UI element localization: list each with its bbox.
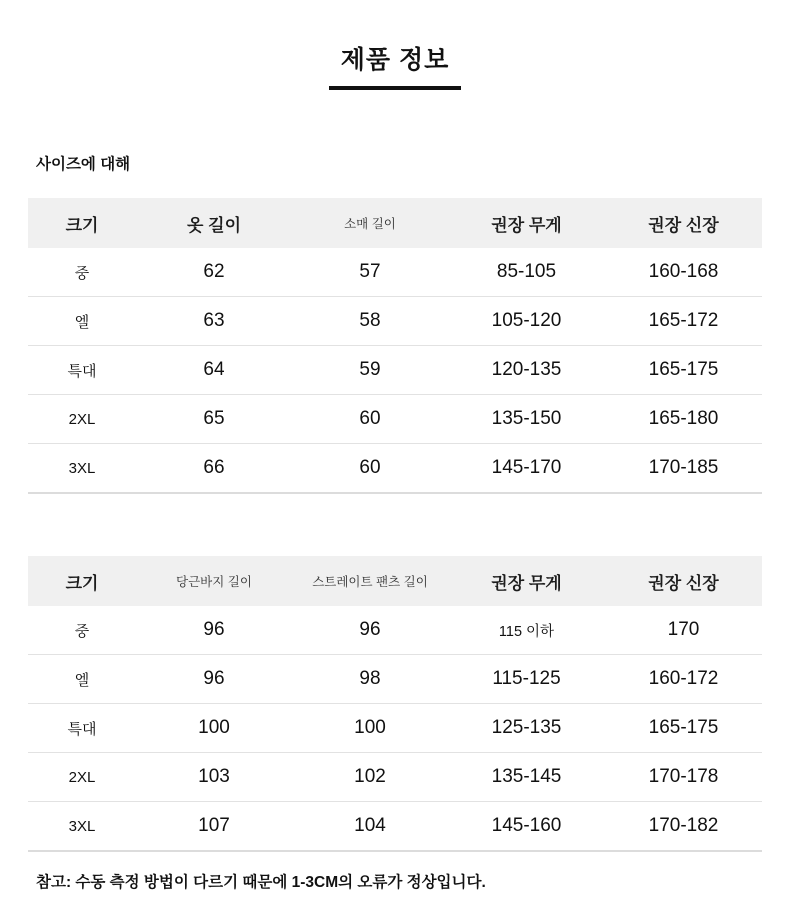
table-cell: 104 [292,802,448,852]
measurement-footnote: 참고: 수동 측정 방법이 다르기 때문에 1-3CM의 오류가 정상입니다. [36,874,486,891]
table-header-cell: 권장 신장 [605,556,762,606]
table-cell: 63 [136,297,292,346]
table-header-cell: 크기 [28,198,136,248]
table-cell-size: 3XL [28,444,136,494]
table-cell: 100 [292,704,448,753]
table-cell: 125-135 [448,704,605,753]
table-cell: 65 [136,395,292,444]
table-row [28,444,762,494]
table-cell: 145-170 [448,444,605,494]
table-header-cell: 권장 무게 [448,556,605,606]
table-row [28,704,762,753]
table-cell: 165-175 [605,346,762,395]
table-header-cell: 스트레이트 팬츠 길이 [292,556,448,606]
table-header-cell: 옷 길이 [136,198,292,248]
table-cell-size: 엘 [28,655,136,704]
table-head [28,556,762,606]
table-header-row [28,198,762,248]
table-header-row [28,556,762,606]
table-cell: 170-182 [605,802,762,852]
table-cell: 160-168 [605,248,762,297]
table-cell-size: 중 [28,606,136,655]
table-cell-size: 3XL [28,802,136,852]
table-cell: 160-172 [605,655,762,704]
page-title-wrapper [0,0,790,90]
table-cell: 105-120 [448,297,605,346]
table-row [28,802,762,852]
table-cell: 100 [136,704,292,753]
table-cell-size: 특대 [28,704,136,753]
table-cell: 64 [136,346,292,395]
size-table-tops-block [28,198,762,494]
table-cell: 102 [292,753,448,802]
table-cell: 98 [292,655,448,704]
table-cell: 60 [292,395,448,444]
table-cell: 66 [136,444,292,494]
table-cell: 57 [292,248,448,297]
table-cell: 60 [292,444,448,494]
table-cell-size: 엘 [28,297,136,346]
table-head [28,198,762,248]
page-title: 제품 정보 [329,40,462,90]
table-body [28,606,762,851]
table-cell: 170 [605,606,762,655]
table-cell: 103 [136,753,292,802]
table-body [28,248,762,493]
table-header-cell: 당근바지 길이 [136,556,292,606]
size-table-bottoms-block [28,556,762,852]
table-cell: 165-180 [605,395,762,444]
table-cell: 96 [136,606,292,655]
table-row [28,297,762,346]
table-header-cell: 권장 무게 [448,198,605,248]
table-row [28,753,762,802]
table-row [28,655,762,704]
table-cell: 62 [136,248,292,297]
table-header-cell: 크기 [28,556,136,606]
table-cell: 58 [292,297,448,346]
table-cell: 145-160 [448,802,605,852]
table-row [28,606,762,655]
table-cell: 135-145 [448,753,605,802]
table-cell: 59 [292,346,448,395]
table-cell: 120-135 [448,346,605,395]
table-cell: 170-178 [605,753,762,802]
table-cell: 115 이하 [448,606,605,655]
table-row [28,248,762,297]
table-row [28,395,762,444]
table-cell-size: 특대 [28,346,136,395]
table-cell: 135-150 [448,395,605,444]
table-cell: 165-172 [605,297,762,346]
table-header-cell: 권장 신장 [605,198,762,248]
section-heading-size: 사이즈에 대해 [36,156,131,173]
table-cell: 170-185 [605,444,762,494]
table-row [28,346,762,395]
table-cell: 96 [136,655,292,704]
table-cell-size: 2XL [28,395,136,444]
table-cell: 85-105 [448,248,605,297]
size-table-bottoms [28,556,762,852]
table-cell: 115-125 [448,655,605,704]
table-cell-size: 중 [28,248,136,297]
table-header-cell: 소매 길이 [292,198,448,248]
table-cell: 96 [292,606,448,655]
table-cell: 165-175 [605,704,762,753]
size-table-tops [28,198,762,494]
table-cell-size: 2XL [28,753,136,802]
table-cell: 107 [136,802,292,852]
